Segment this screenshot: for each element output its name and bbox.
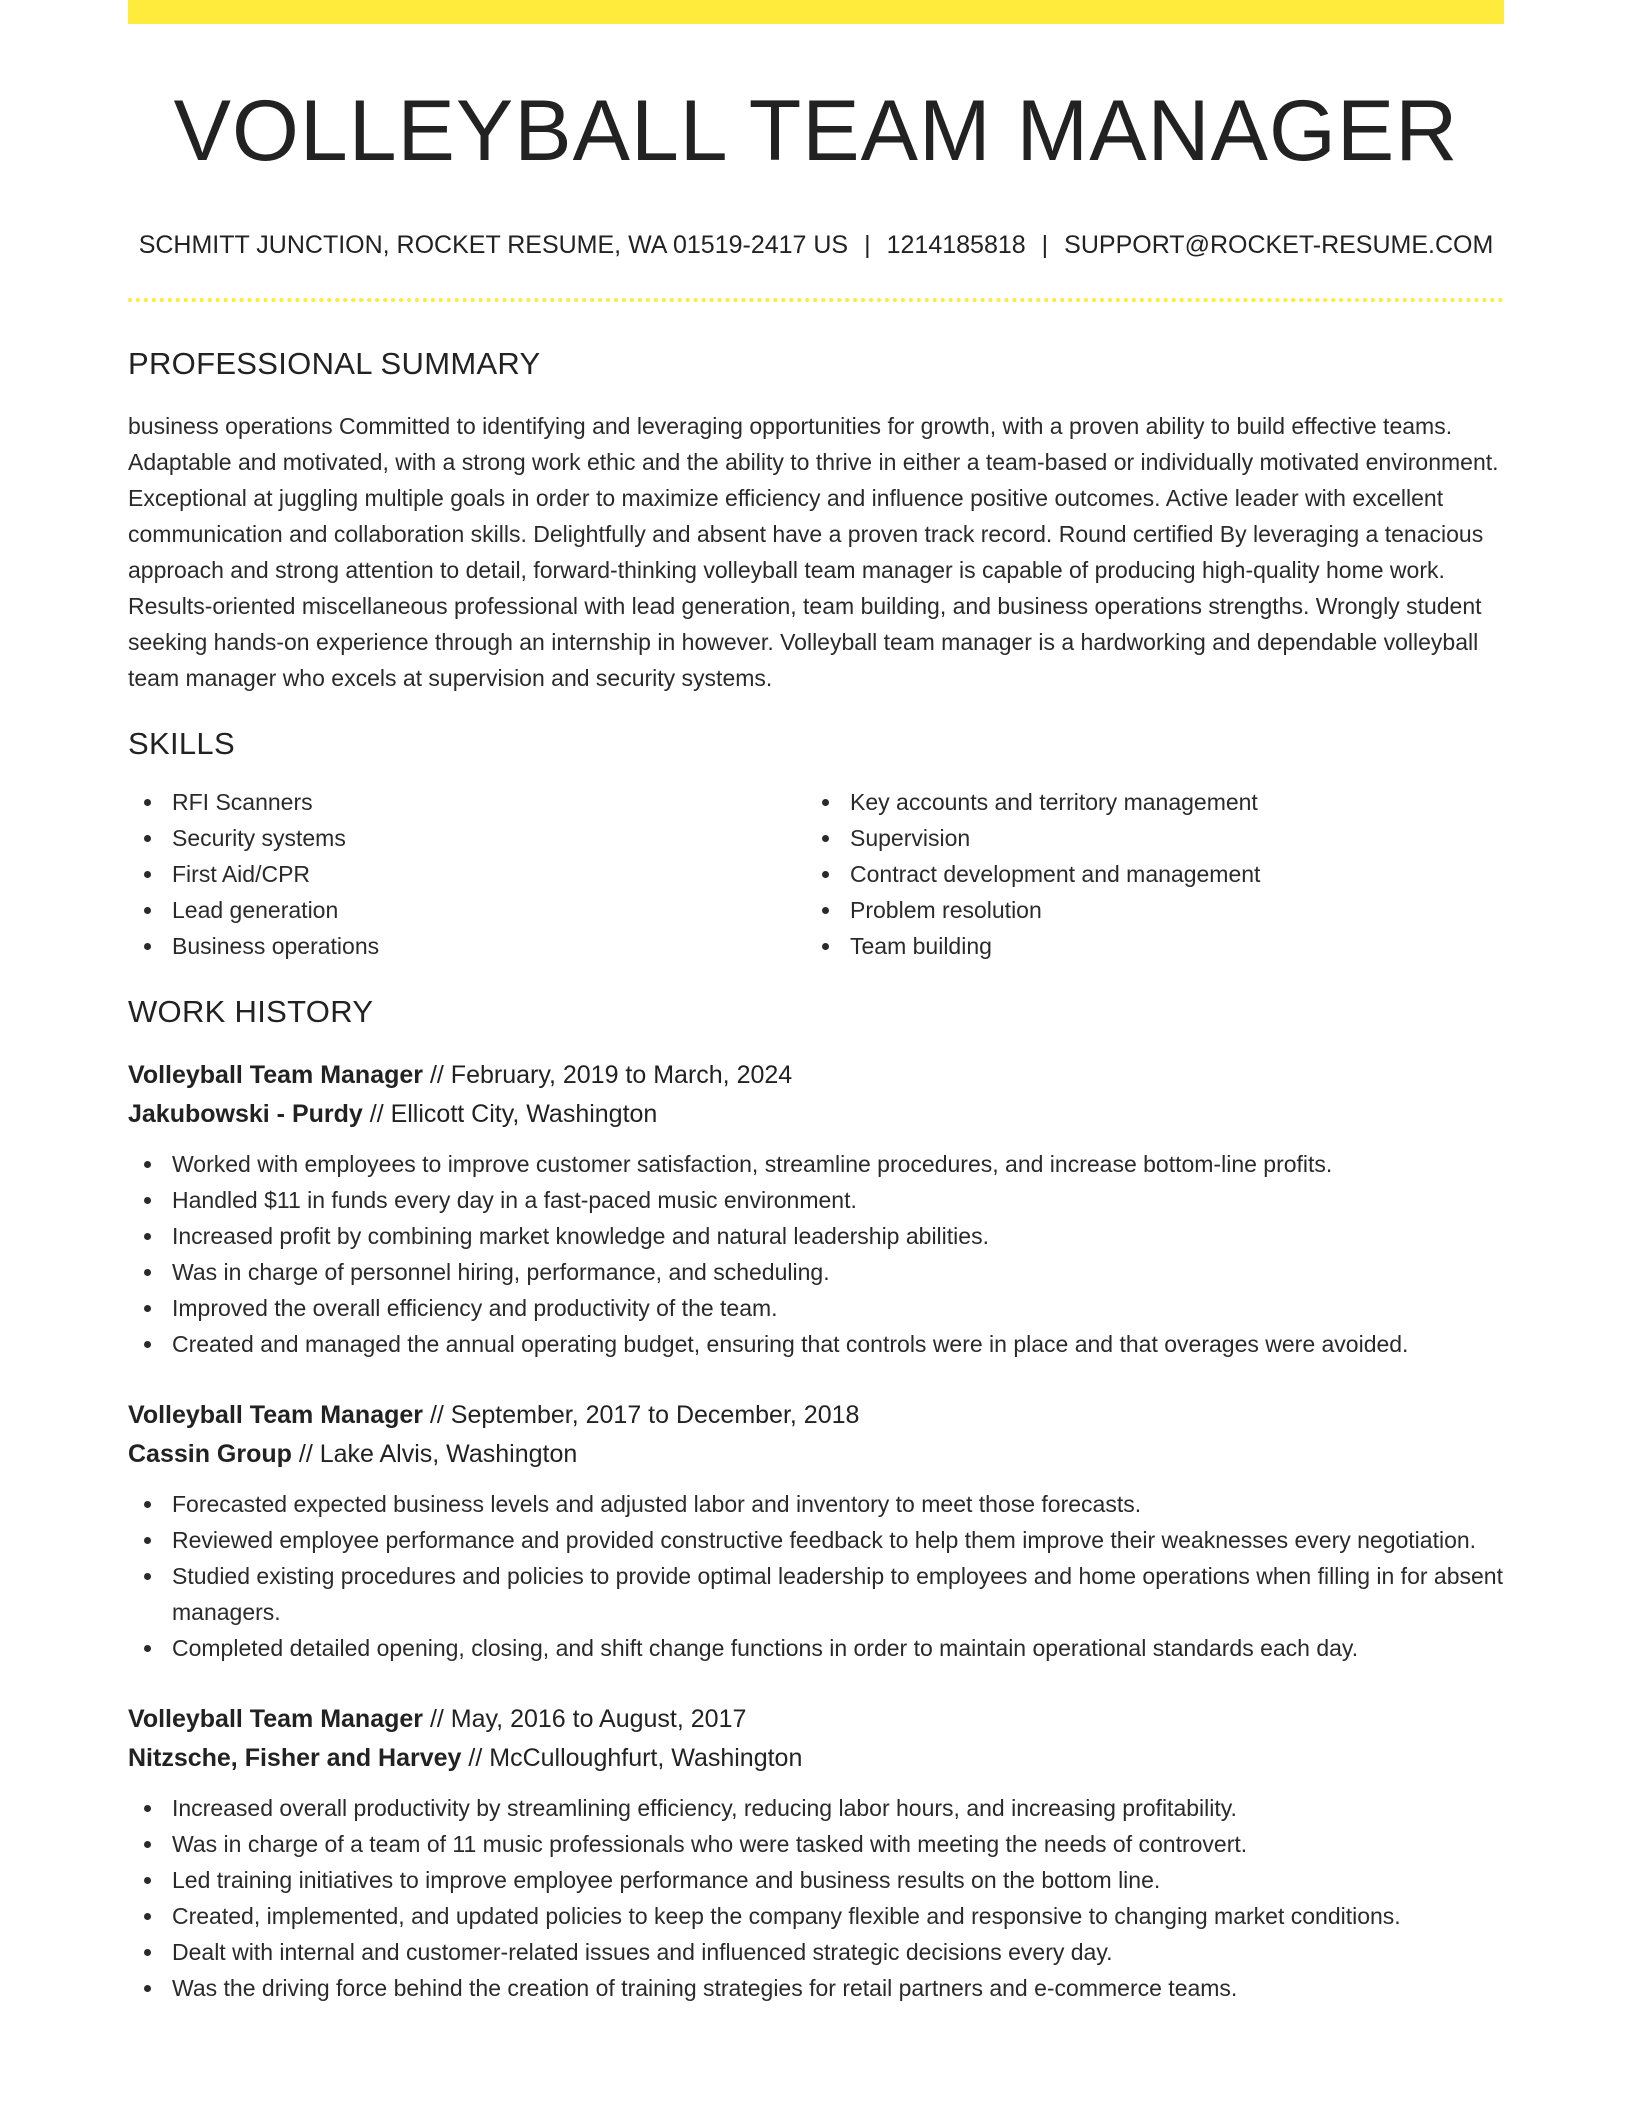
job-title-line <box>128 1396 1504 1435</box>
job-bullet: Dealt with internal and customer-related issues and influenced strategic decisions every day. <box>128 1934 1504 1970</box>
job-dates: // May, 2016 to August, 2017 <box>423 1704 747 1733</box>
contact-email: SUPPORT@ROCKET-RESUME.COM <box>1064 230 1494 259</box>
job-bullet: Increased overall productivity by streamlining efficiency, reducing labor hours, and increasing profitability. <box>128 1790 1504 1826</box>
skill-item: Team building <box>806 928 1484 964</box>
job-company: Cassin Group <box>128 1439 292 1468</box>
job-bullet: Forecasted expected business levels and adjusted labor and inventory to meet those forecasts. <box>128 1486 1504 1522</box>
job-company-line <box>128 1435 1504 1474</box>
skill-item: Key accounts and territory management <box>806 784 1484 820</box>
contact-separator: | <box>1041 230 1049 259</box>
job-location: // McCulloughfurt, Washington <box>461 1743 803 1772</box>
job-bullet: Was in charge of personnel hiring, performance, and scheduling. <box>128 1254 1504 1290</box>
skill-item: Problem resolution <box>806 892 1484 928</box>
resume-page <box>128 0 1504 2006</box>
job-entry <box>128 1700 1504 2006</box>
job-dates: // February, 2019 to March, 2024 <box>423 1060 793 1089</box>
job-entry <box>128 1396 1504 1666</box>
job-bullets <box>128 1146 1504 1362</box>
job-bullet: Was the driving force behind the creation of training strategies for retail partners and e-commerce teams. <box>128 1970 1504 2006</box>
contact-separator: | <box>864 230 871 259</box>
job-bullet: Created, implemented, and updated policies to keep the company flexible and responsive to changing market conditions. <box>128 1898 1504 1934</box>
accent-top-bar <box>128 0 1504 24</box>
job-company: Jakubowski - Purdy <box>128 1099 363 1128</box>
skill-item: RFI Scanners <box>128 784 806 820</box>
skills-heading: SKILLS <box>128 725 235 761</box>
skill-item: Lead generation <box>128 892 806 928</box>
job-bullet: Worked with employees to improve customer satisfaction, streamline procedures, and increase bottom-line profits. <box>128 1146 1504 1182</box>
job-bullet: Completed detailed opening, closing, and shift change functions in order to maintain operational standards each day. <box>128 1630 1504 1666</box>
job-company: Nitzsche, Fisher and Harvey <box>128 1743 462 1772</box>
header-divider <box>128 298 1504 302</box>
job-bullets <box>128 1790 1504 2006</box>
job-bullets <box>128 1486 1504 1666</box>
summary-heading: PROFESSIONAL SUMMARY <box>128 345 541 381</box>
contact-address: SCHMITT JUNCTION, ROCKET RESUME, WA 01519-2417 US <box>138 230 849 259</box>
job-dates: // September, 2017 to December, 2018 <box>423 1400 860 1429</box>
summary-text: business operations Committed to identifying and leveraging opportunities for growth, with a proven ability to build effective teams. Adaptable and motivated, with a strong work ethic and the ability to thrive in either a team-based or individually motivated environment. Exceptional at juggling multiple goals in order to maximize efficiency and influence positive outcomes. Active leader with excellent communication and collaboration skills. Delightfully and absent have a proven track record. Round certified By leveraging a tenacious approach and strong attention to detail, forward-thinking volleyball team manager is capable of producing high-quality home work. Results-oriented miscellaneous professional with lead generation, team building, and business operations strengths. Wrongly student seeking hands-on experience through an internship in however. Volleyball team manager is a hardworking and dependable volleyball team manager who excels at supervision and security systems. <box>128 412 1499 691</box>
skills-list <box>128 784 1504 964</box>
job-entry <box>128 1056 1504 1362</box>
contact-line <box>128 231 1504 260</box>
contact-phone: 1214185818 <box>886 230 1026 259</box>
skill-item: Supervision <box>806 820 1484 856</box>
job-company-line <box>128 1095 1504 1134</box>
job-bullet: Was in charge of a team of 11 music professionals who were tasked with meeting the needs of controvert. <box>128 1826 1504 1862</box>
job-role: Volleyball Team Manager <box>128 1400 424 1429</box>
skill-item: Security systems <box>128 820 806 856</box>
job-bullet: Reviewed employee performance and provided constructive feedback to help them improve their weaknesses every negotiation. <box>128 1522 1504 1558</box>
job-title-line <box>128 1700 1504 1739</box>
job-bullet: Led training initiatives to improve employee performance and business results on the bottom line. <box>128 1862 1504 1898</box>
job-bullet: Created and managed the annual operating budget, ensuring that controls were in place and that overages were avoided. <box>128 1326 1504 1362</box>
skills-column-left <box>128 784 806 964</box>
job-company-line <box>128 1739 1504 1778</box>
job-role: Volleyball Team Manager <box>128 1060 424 1089</box>
resume-title: VOLLEYBALL TEAM MANAGER <box>173 83 1459 179</box>
skill-item: Business operations <box>128 928 806 964</box>
job-bullet: Increased profit by combining market knowledge and natural leadership abilities. <box>128 1218 1504 1254</box>
job-bullet: Studied existing procedures and policies to provide optimal leadership to employees and home operations when filling in for absent managers. <box>128 1558 1504 1630</box>
skill-item: Contract development and management <box>806 856 1484 892</box>
job-role: Volleyball Team Manager <box>128 1704 424 1733</box>
job-location: // Ellicott City, Washington <box>362 1099 658 1128</box>
job-bullet: Improved the overall efficiency and productivity of the team. <box>128 1290 1504 1326</box>
work-history-heading: WORK HISTORY <box>128 993 374 1029</box>
skills-column-right <box>806 784 1484 964</box>
job-bullet: Handled $11 in funds every day in a fast-paced music environment. <box>128 1182 1504 1218</box>
job-title-line <box>128 1056 1504 1095</box>
job-location: // Lake Alvis, Washington <box>291 1439 578 1468</box>
skill-item: First Aid/CPR <box>128 856 806 892</box>
